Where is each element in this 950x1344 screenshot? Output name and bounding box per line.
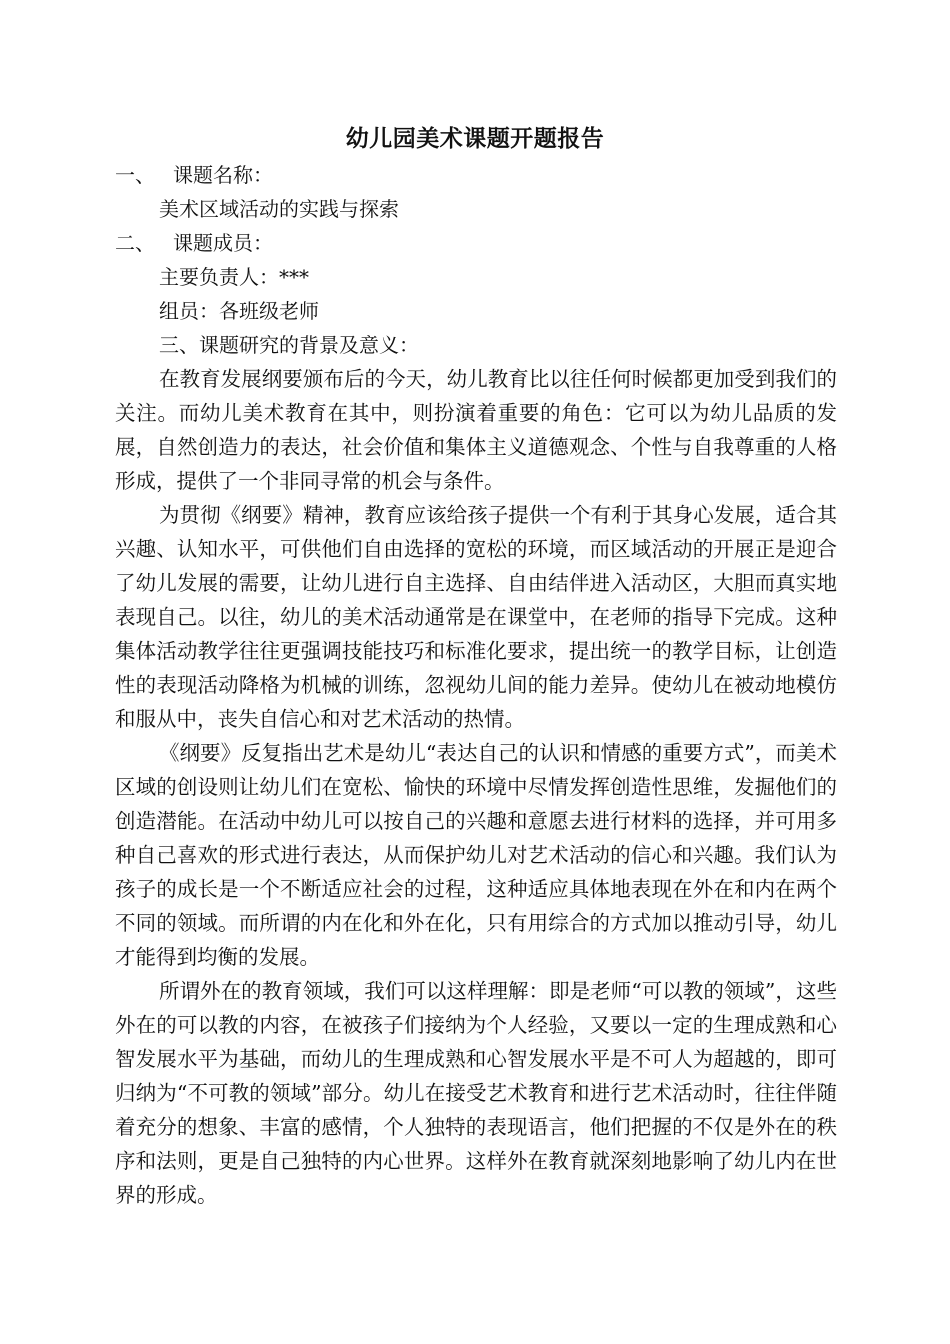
section-1-number: 一、	[115, 163, 155, 187]
section-2-heading	[115, 226, 273, 260]
body-paragraph-2: 为贯彻《纲要》精神，教育应该给孩子提供一个有利于其身心发展，适合其兴趣、认知水平，可供他们自由选择的宽松的环境，而区域活动的开展正是迎合了幼儿发展的需要，让幼儿进行自主选择、自由结伴进入活动区，大胆而真实地表现自己。以往，幼儿的美术活动通常是在课堂中，在老师的指导下完成。这种集体活动教学往往更强调技能技巧和标准化要求，提出统一的教学目标，让创造性的表现活动降格为机械的训练，忽视幼儿间的能力差异。使幼儿在被动地模仿和服从中，丧失自信心和对艺术活动的热情。	[115, 503, 837, 731]
section-3-heading: 三、课题研究的背景及意义：	[159, 333, 419, 357]
topic-name: 美术区域活动的实践与探索	[159, 197, 399, 221]
section-1-label: 课题名称：	[173, 163, 273, 187]
lead-member: 主要负责人：***	[159, 265, 309, 289]
section-2-label: 课题成员：	[173, 231, 273, 255]
section-1-heading	[115, 158, 273, 192]
group-members: 组员：各班级老师	[159, 299, 319, 323]
body-paragraph-1: 在教育发展纲要颁布后的今天，幼儿教育比以往任何时候都更加受到我们的关注。而幼儿美术教育在其中，则扮演着重要的角色：它可以为幼儿品质的发展，自然创造力的表达，社会价值和集体主义道德观念、个性与自我尊重的人格形成，提供了一个非同寻常的机会与条件。	[115, 367, 837, 493]
body-paragraph-4: 所谓外在的教育领域，我们可以这样理解：即是老师“可以教的领域”，这些外在的可以教的内容，在被孩子们接纳为个人经验，又要以一定的生理成熟和心智发展水平为基础，而幼儿的生理成熟和心智发展水平是不可人为超越的，即可归纳为“不可教的领域”部分。幼儿在接受艺术教育和进行艺术活动时，往往伴随着充分的想象、丰富的感情，个人独特的表现语言，他们把握的不仅是外在的秩序和法则，更是自己独特的内心世界。这样外在教育就深刻地影响了幼儿内在世界的形成。	[115, 979, 837, 1207]
document-title: 幼儿园美术课题开题报告	[345, 125, 605, 152]
body-paragraph-3: 《纲要》反复指出艺术是幼儿“表达自己的认识和情感的重要方式”，而美术区域的创设则让幼儿们在宽松、愉快的环境中尽情发挥创造性思维，发掘他们的创造潜能。在活动中幼儿可以按自己的兴趣和意愿去进行材料的选择，并可用多种自己喜欢的形式进行表达，从而保护幼儿对艺术活动的信心和兴趣。我们认为孩子的成长是一个不断适应社会的过程，这种适应具体地表现在外在和内在两个不同的领域。而所谓的内在化和外在化，只有用综合的方式加以推动引导，幼儿才能得到均衡的发展。	[115, 741, 837, 969]
section-2-number: 二、	[115, 231, 155, 255]
